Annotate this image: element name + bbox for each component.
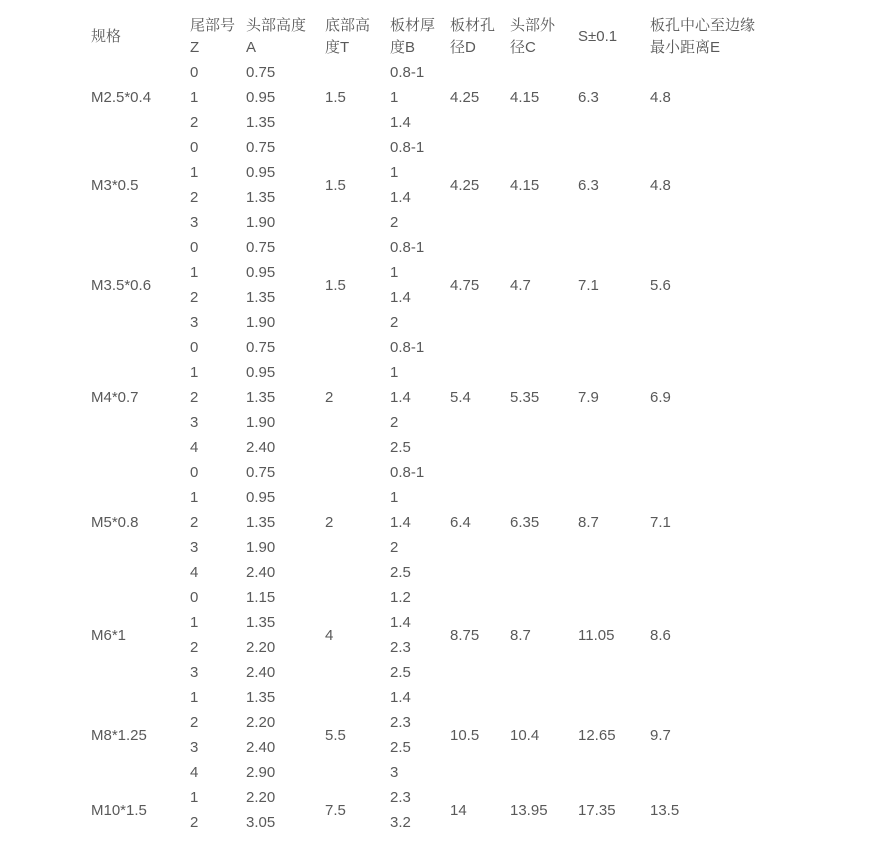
plate-thickness-cell: 3.2 — [390, 814, 411, 831]
head-height-cell: 0.95 — [246, 264, 276, 281]
spec-cell: M4*0.7 — [91, 389, 139, 406]
plate-thickness-cell: 0.8-1 — [390, 464, 425, 481]
edge-distance-cell: 8.6 — [650, 626, 671, 644]
tail-no-cell: 2 — [190, 639, 199, 656]
plate-thickness-cell: 1.4 — [390, 289, 411, 306]
head-height-cell: 1.35 — [246, 114, 276, 131]
plate-thickness-cell: 1 — [390, 89, 399, 106]
head-outer-dia-cell: 4.7 — [510, 276, 531, 294]
tail-no-cell: 3 — [190, 414, 199, 431]
s-tolerance-cell: 7.9 — [578, 389, 599, 406]
header-edge-distance-line2: 最小距离E — [650, 39, 721, 56]
head-height-cell: 2.40 — [246, 664, 276, 681]
table-row — [91, 335, 871, 360]
header-s-tolerance-line1: S±0.1 — [578, 28, 618, 45]
tail-no-cell: 4 — [190, 764, 199, 781]
header-head-outer-dia-line2: 径C — [510, 39, 536, 56]
s-tolerance-cell: 17.35 — [578, 801, 616, 819]
head-height-cell: 2.20 — [246, 714, 276, 731]
tail-no-cell: 2 — [190, 114, 199, 131]
head-height-cell: 0.95 — [246, 364, 276, 381]
head-height-cell: 0.75 — [246, 464, 276, 481]
head-height-cell: 0.75 — [246, 339, 276, 356]
edge-distance-cell: 7.1 — [650, 514, 671, 531]
head-height-cell: 1.15 — [246, 589, 276, 606]
head-height-cell: 1.90 — [246, 314, 276, 331]
plate-hole-dia-cell: 4.25 — [450, 89, 480, 106]
bottom-height-cell: 5.5 — [325, 726, 346, 744]
plate-hole-dia-cell: 8.75 — [450, 626, 480, 644]
tail-no-cell: 1 — [190, 789, 199, 806]
plate-thickness-cell: 2.5 — [390, 564, 411, 581]
plate-thickness-cell: 1 — [390, 264, 399, 281]
head-outer-dia-cell: 8.7 — [510, 626, 531, 644]
tail-no-cell: 0 — [190, 339, 199, 356]
s-tolerance-cell: 8.7 — [578, 514, 599, 531]
header-head-height — [246, 14, 325, 60]
plate-thickness-cell: 2 — [390, 314, 399, 331]
plate-hole-dia-cell: 4.25 — [450, 176, 480, 194]
spec-cell: M6*1 — [91, 626, 127, 644]
plate-thickness-cell: 0.8-1 — [390, 139, 425, 156]
header-head-outer-dia — [510, 14, 578, 60]
header-edge-distance — [650, 14, 871, 60]
tail-no-cell: 1 — [190, 489, 199, 506]
plate-thickness-cell: 2 — [390, 414, 399, 431]
head-outer-dia-cell: 10.4 — [510, 726, 540, 744]
tail-no-cell: 4 — [190, 439, 199, 456]
bottom-height-cell: 2 — [325, 389, 334, 406]
edge-distance-cell: 9.7 — [650, 726, 671, 744]
plate-thickness-cell: 1.4 — [390, 514, 411, 531]
plate-thickness-cell: 1.4 — [390, 689, 411, 706]
s-tolerance-cell: 7.1 — [578, 276, 599, 294]
head-outer-dia-cell: 6.35 — [510, 514, 540, 531]
head-height-cell: 1.35 — [246, 614, 276, 631]
header-bottom-height-line1: 底部高 — [325, 17, 371, 34]
edge-distance-cell: 13.5 — [650, 801, 680, 819]
head-height-cell: 0.95 — [246, 89, 276, 106]
head-height-cell: 1.35 — [246, 289, 276, 306]
spec-table — [91, 14, 871, 835]
header-spec — [91, 14, 190, 60]
tail-no-cell: 0 — [190, 64, 199, 81]
head-height-cell: 1.90 — [246, 214, 276, 231]
tail-no-cell: 3 — [190, 314, 199, 331]
header-head-height-line2: A — [246, 39, 257, 56]
tail-no-cell: 0 — [190, 239, 199, 256]
head-height-cell: 2.90 — [246, 764, 276, 781]
header-plate-thickness-line2: 度B — [390, 39, 416, 56]
spec-cell: M8*1.25 — [91, 726, 147, 744]
plate-thickness-cell: 0.8-1 — [390, 64, 425, 81]
plate-thickness-cell: 0.8-1 — [390, 239, 425, 256]
head-outer-dia-cell: 4.15 — [510, 176, 540, 194]
plate-thickness-cell: 2 — [390, 214, 399, 231]
tail-no-cell: 2 — [190, 389, 199, 406]
s-tolerance-cell: 6.3 — [578, 176, 599, 194]
tail-no-cell: 3 — [190, 539, 199, 556]
tail-no-cell: 0 — [190, 589, 199, 606]
head-height-cell: 0.95 — [246, 164, 276, 181]
plate-hole-dia-cell: 4.75 — [450, 276, 480, 294]
table-row — [91, 60, 871, 85]
plate-thickness-cell: 1 — [390, 364, 399, 381]
head-height-cell: 0.75 — [246, 139, 276, 156]
header-tail-no-line1: 尾部号 — [190, 17, 236, 34]
bottom-height-cell: 1.5 — [325, 176, 346, 194]
head-height-cell: 2.40 — [246, 564, 276, 581]
plate-hole-dia-cell: 6.4 — [450, 514, 471, 531]
header-bottom-height-line2: 度T — [325, 39, 350, 56]
plate-thickness-cell: 1.2 — [390, 589, 411, 606]
plate-thickness-cell: 1.4 — [390, 614, 411, 631]
edge-distance-cell: 6.9 — [650, 389, 671, 406]
plate-thickness-cell: 2.5 — [390, 439, 411, 456]
tail-no-cell: 0 — [190, 139, 199, 156]
spec-cell: M2.5*0.4 — [91, 89, 152, 106]
plate-thickness-cell: 2 — [390, 539, 399, 556]
edge-distance-cell: 4.8 — [650, 176, 671, 194]
header-plate-hole-dia-line2: 径D — [450, 39, 476, 56]
head-outer-dia-cell: 13.95 — [510, 801, 548, 819]
tail-no-cell: 1 — [190, 264, 199, 281]
plate-thickness-cell: 2.3 — [390, 639, 411, 656]
head-height-cell: 1.90 — [246, 414, 276, 431]
header-plate-thickness — [390, 14, 450, 60]
tail-no-cell: 2 — [190, 289, 199, 306]
tail-no-cell: 1 — [190, 614, 199, 631]
tail-no-cell: 2 — [190, 189, 199, 206]
header-plate-hole-dia-line1: 板材孔 — [450, 17, 496, 34]
head-outer-dia-cell: 4.15 — [510, 89, 540, 106]
header-head-outer-dia-line1: 头部外 — [510, 17, 556, 34]
head-height-cell: 2.40 — [246, 739, 276, 756]
spec-cell: M3.5*0.6 — [91, 276, 152, 294]
header-edge-distance-line1: 板孔中心至边缘 — [650, 17, 756, 34]
header-plate-hole-dia — [450, 14, 510, 60]
plate-thickness-cell: 2.5 — [390, 739, 411, 756]
head-height-cell: 1.35 — [246, 689, 276, 706]
tail-no-cell: 2 — [190, 714, 199, 731]
spec-cell: M10*1.5 — [91, 801, 147, 819]
header-bottom-height — [325, 14, 390, 60]
bottom-height-cell: 1.5 — [325, 276, 346, 294]
head-height-cell: 2.20 — [246, 789, 276, 806]
spec-table-body — [91, 60, 871, 835]
spec-cell: M5*0.8 — [91, 514, 139, 531]
bottom-height-cell: 7.5 — [325, 801, 346, 819]
s-tolerance-cell: 6.3 — [578, 89, 599, 106]
header-tail-no-line2: Z — [190, 39, 200, 56]
plate-hole-dia-cell: 5.4 — [450, 389, 471, 406]
head-height-cell: 0.95 — [246, 489, 276, 506]
header-spec-line1: 规格 — [91, 28, 122, 45]
plate-thickness-cell: 1.4 — [390, 114, 411, 131]
table-row — [91, 685, 871, 710]
plate-thickness-cell: 3 — [390, 764, 399, 781]
edge-distance-cell: 4.8 — [650, 89, 671, 106]
head-height-cell: 1.35 — [246, 514, 276, 531]
head-height-cell: 3.05 — [246, 814, 276, 831]
head-outer-dia-cell: 5.35 — [510, 389, 540, 406]
tail-no-cell: 2 — [190, 814, 199, 831]
plate-thickness-cell: 1.4 — [390, 189, 411, 206]
plate-thickness-cell: 0.8-1 — [390, 339, 425, 356]
head-height-cell: 1.35 — [246, 389, 276, 406]
table-row — [91, 460, 871, 485]
head-height-cell: 0.75 — [246, 239, 276, 256]
tail-no-cell: 1 — [190, 89, 199, 106]
plate-thickness-cell: 2.3 — [390, 714, 411, 731]
plate-hole-dia-cell: 14 — [450, 801, 467, 819]
spec-cell: M3*0.5 — [91, 176, 139, 194]
s-tolerance-cell: 12.65 — [578, 726, 616, 744]
tail-no-cell: 4 — [190, 564, 199, 581]
tail-no-cell: 3 — [190, 664, 199, 681]
plate-thickness-cell: 2.3 — [390, 789, 411, 806]
edge-distance-cell: 5.6 — [650, 276, 671, 294]
tail-no-cell: 1 — [190, 689, 199, 706]
tail-no-cell: 3 — [190, 214, 199, 231]
head-height-cell: 2.20 — [246, 639, 276, 656]
head-height-cell: 1.35 — [246, 189, 276, 206]
s-tolerance-cell: 11.05 — [578, 626, 615, 644]
table-header — [91, 14, 871, 60]
header-head-height-line1: 头部高度 — [246, 17, 307, 34]
bottom-height-cell: 1.5 — [325, 89, 346, 106]
tail-no-cell: 3 — [190, 739, 199, 756]
tail-no-cell: 1 — [190, 364, 199, 381]
plate-hole-dia-cell: 10.5 — [450, 726, 480, 744]
bottom-height-cell: 2 — [325, 514, 334, 531]
header-s-tolerance — [578, 14, 650, 60]
header-row — [91, 14, 871, 60]
table-row — [91, 135, 871, 160]
tail-no-cell: 2 — [190, 514, 199, 531]
bottom-height-cell: 4 — [325, 626, 334, 644]
header-tail-no — [190, 14, 246, 60]
head-height-cell: 2.40 — [246, 439, 276, 456]
table-row — [91, 585, 871, 610]
table-row — [91, 785, 871, 810]
table-row — [91, 235, 871, 260]
plate-thickness-cell: 2.5 — [390, 664, 411, 681]
header-plate-thickness-line1: 板材厚 — [390, 17, 436, 34]
tail-no-cell: 1 — [190, 164, 199, 181]
head-height-cell: 1.90 — [246, 539, 276, 556]
plate-thickness-cell: 1.4 — [390, 389, 411, 406]
plate-thickness-cell: 1 — [390, 489, 399, 506]
head-height-cell: 0.75 — [246, 64, 276, 81]
tail-no-cell: 0 — [190, 464, 199, 481]
plate-thickness-cell: 1 — [390, 164, 399, 181]
